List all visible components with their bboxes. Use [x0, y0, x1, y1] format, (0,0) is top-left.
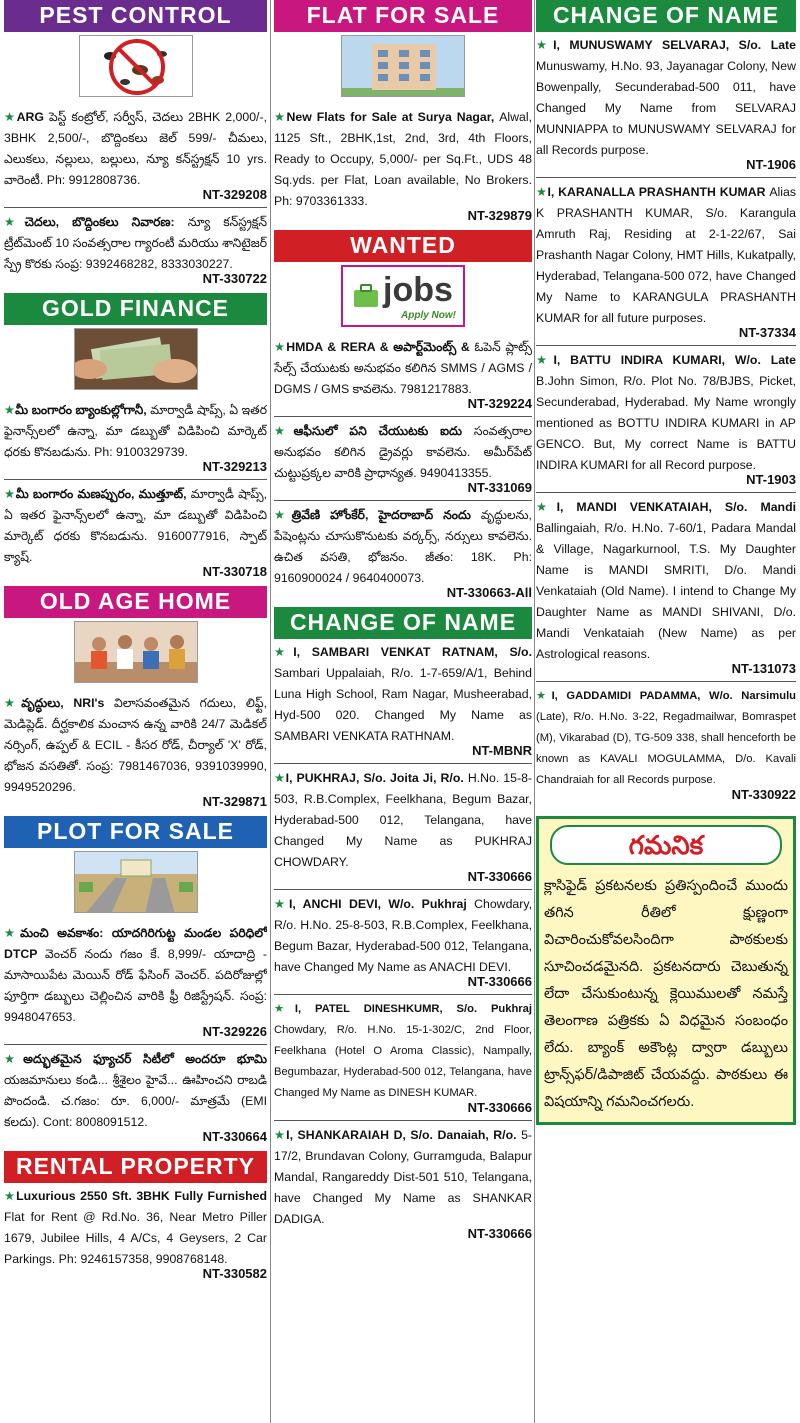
gold-finance-header: GOLD FINANCE	[4, 293, 267, 325]
ad-lead: మీ బంగారం బ్యాంకుల్లోగానీ,	[15, 403, 151, 417]
star-icon: ★	[4, 487, 16, 501]
column-divider	[270, 0, 271, 1423]
divider	[4, 207, 267, 208]
ad-lead: I, SAMBARI VENKAT RATNAM, S/o.	[293, 645, 532, 659]
ad-listing	[274, 642, 532, 760]
ad-code: NT-329208	[202, 187, 267, 202]
ad-lead: New Flats for Sale at Surya Nagar,	[286, 110, 500, 124]
ad-listing	[536, 686, 796, 804]
notice-title: గమనిక	[550, 825, 782, 865]
divider	[4, 1044, 267, 1045]
ad-listing	[4, 212, 267, 288]
star-icon: ★	[274, 897, 289, 911]
ad-listing	[274, 421, 532, 497]
ad-code: NT-330666	[467, 974, 532, 989]
star-icon: ★	[536, 185, 548, 199]
ad-lead: HMDA & RERA & అపార్ట్‌మెంట్స్ &	[286, 340, 475, 354]
ad-text: మార్వాడీ షాప్స్, ఏ ఇతర ఫైనాన్స్‌లలో ఉన్నా, మా డబ్బుతో విడిపించి మార్కెట్ ధరకు కొనబడును. 9160077916, స్పాట్ క్యాష్.	[4, 487, 267, 564]
ad-listing	[4, 923, 267, 1041]
ad-text: 5-17/2, Brundavan Colony, Gurramguda, Balapur Mandal, Rangareddy Dist-501 510, Telangana, have Changed My Name as SHANKAR DADIGA.	[274, 1128, 532, 1226]
ad-code: NT-330666	[467, 869, 532, 884]
ad-code: NT-329226	[202, 1024, 267, 1039]
divider	[536, 681, 796, 682]
flat-for-sale-header: FLAT FOR SALE	[274, 0, 532, 32]
star-icon: ★	[4, 1052, 24, 1066]
ad-listing	[536, 35, 796, 174]
divider	[274, 416, 532, 417]
ad-lead: I, MANDI VENKATAIAH, S/o. Mandi	[556, 500, 796, 514]
ad-code: NT-1906	[746, 157, 796, 172]
ad-lead: ఆఫీసులో పని చేయుటకు ఐదు	[293, 424, 474, 438]
ad-listing	[4, 1049, 267, 1146]
column-2	[274, 0, 532, 1423]
old-age-home-header: OLD AGE HOME	[4, 586, 267, 618]
ad-code: NT-330722	[202, 271, 267, 286]
ad-listing	[274, 768, 532, 886]
ad-text: వెంచర్ నందు గజం కే. 8,999/- యాదాద్రి - మాసాయిపేట మెయిన్ రోడ్ ఫేసింగ్ వెంచర్. పదిరోజుల్లో పూర్తిగా డబ్బులు చెల్లించిన వారికి ఫ్రీ రిజిస్ట్రేషన్. సంప్ర: 9948047653.	[4, 947, 267, 1024]
ad-code: NT-329224	[467, 396, 532, 411]
ad-text: Alias K PRASHANTH KUMAR, S/o. Karangula Amruth Raj, Residing at 2-1-22/67, Sai Prashanth Nagar Colony, HMT Hills, Kukatpally, Hyderabad, Telangana-500 072, have Changed My Name to KARANGULA PRASHANTH KUMAR for all future purposes.	[536, 185, 796, 325]
column-divider	[534, 0, 535, 1423]
ad-listing	[4, 400, 267, 476]
star-icon: ★	[4, 403, 16, 417]
ad-text: Flat for Rent @ Rd.No. 36, Near Metro Piller 1679, Jubilee Hills, 4 A/Cs, 4 Geysers, 2 Car Parkings. Ph: 9246157358, 9908768148.	[4, 1210, 267, 1266]
star-icon: ★	[4, 926, 21, 940]
ad-lead: అద్భుతమైన ఫ్యూచర్ సిటీలో అందరూ భూమి	[23, 1052, 267, 1066]
ad-lead: మంచి అవకాశం: యాదగిరిగుట్ట మండల పరిధిలో DTCP	[4, 926, 267, 961]
ad-code: NT-330582	[202, 1266, 267, 1281]
no-pests-icon	[79, 35, 193, 97]
ad-text: Sambari Uppalaiah, R/o. 1-7-659/A/1, Behind Luna High School, Ram Nagar, Musheerabad, Hyd-500 020. Changed My Name as SAMBARI VENKATA RATHNAM.	[274, 666, 532, 743]
ad-text: Alwal, 1125 Sft., 2BHK,1st, 2nd, 3rd, 4th Floors, Ready to Occupy, 5,000/- per Sq.Ft., UDS 48 Sq.yds. per Flat, Loan available, No Brokers. Ph: 9703361333.	[274, 110, 532, 208]
ad-code: NT-329879	[467, 208, 532, 223]
ad-code: NT-330718	[202, 564, 267, 579]
ad-code: NT-330666	[467, 1226, 532, 1241]
star-icon: ★	[274, 771, 286, 785]
ad-listing	[274, 894, 532, 991]
star-icon: ★	[274, 508, 292, 522]
star-icon: ★	[274, 340, 287, 354]
star-icon: ★	[536, 690, 552, 702]
star-icon: ★	[536, 500, 557, 514]
ad-lead: I, ANCHI DEVI, W/o. Pukhraj	[288, 897, 475, 911]
notice-body: క్లాసిఫైడ్ ప్రకటనలకు ప్రతిస్పందించే ముందు తగిన రీతిలో క్షుణ్ణంగా విచారించుకోవలసిందిగా పాఠకులకు సూచించడమైనది. ప్రకటనదారు చెబుతున్న లేదా చేసుకుంటున్న క్లెయిములతో నమస్తే తెలంగాణ పత్రికకు ఏ విధమైన సంబంధం లేదు. బ్యాంక్ అకౌంట్ల ద్వారా డబ్బులు ట్రాన్స్‌ఫర్/డిపాజిట్ చేయవద్దు. పాఠకులు ఈ విషయాన్ని గమనించగలరు.	[544, 878, 788, 1110]
divider	[274, 763, 532, 764]
ad-text: సంవత్సరాల అనుభవం కలిగిన డ్రైవర్లు కావలెను. అమీర్‌పేట్ చుట్టుప్రక్కల వారికి ప్రాధాన్యత. 9490413355.	[274, 424, 532, 480]
star-icon: ★	[536, 353, 554, 367]
ad-code: NT-331069	[467, 480, 532, 495]
ad-text: B.John Simon, R/o. Plot No. 78/BJBS, Picket, Secunderabad, Hyderabad. My Name wrongly mentioned as BOTTU INDIRA KUMARI in AP GENCO. But, My correct Name is BATTU INDIRA KUMARI for all Record purpose.	[536, 374, 796, 472]
star-icon: ★	[274, 1128, 287, 1142]
ad-lead: I, BATTU INDIRA KUMARI, W/o. Late	[553, 353, 796, 367]
ad-lead: I, MUNUSWAMY SELVARAJ, S/o. Late	[553, 38, 796, 52]
ad-lead: Luxurious 2550 Sft. 3BHK Fully Furnished	[16, 1189, 267, 1203]
column-1	[4, 0, 267, 1423]
ad-code: NT-MBNR	[472, 743, 532, 758]
ad-lead: వృద్ధులు, NRI's	[21, 696, 114, 710]
ad-code: NT-329213	[202, 459, 267, 474]
ad-listing	[4, 1186, 267, 1283]
cash-hands-icon	[74, 328, 198, 390]
ad-lead: ARG	[16, 110, 49, 124]
change-of-name-header: CHANGE OF NAME	[274, 607, 532, 639]
ad-code: NT-330664	[202, 1129, 267, 1144]
ad-code: NT-330666	[467, 1100, 532, 1115]
star-icon: ★	[536, 38, 554, 52]
star-icon: ★	[4, 696, 22, 710]
ad-lead: త్రివేణి హోంకేర్, హైదరాబాద్ నందు	[291, 508, 481, 522]
column-3	[536, 0, 796, 1423]
ad-listing	[274, 1125, 532, 1243]
ad-lead: మీ బంగారం మణప్పురం, ముత్తూట్,	[15, 487, 191, 501]
star-icon: ★	[274, 645, 294, 659]
ad-lead: I, PATEL DINESHKUMR, S/o. Pukhraj	[294, 1003, 532, 1015]
ad-text: మార్వాడీ షాప్స్, ఏ ఇతర ఫైనాన్స్‌లలో ఉన్నా, మా డబ్బుతో విడిపించి మార్కెట్ ధరకు కొనబడును. Ph: 9100329739.	[4, 403, 267, 459]
ad-text: Chowdary, R/o. H.No. 15-1-302/C, 2nd Floor, Feelkhana (Hotel O Aroma Classic), Nampally, Begumbazar, Hyderabad-500 012, Telangana, have Changed My Name as DINESH KUMAR.	[274, 1024, 532, 1099]
divider	[536, 177, 796, 178]
divider	[274, 1120, 532, 1121]
ad-listing	[274, 505, 532, 602]
ad-listing	[274, 999, 532, 1117]
wanted-header: WANTED	[274, 230, 532, 262]
ad-listing	[4, 107, 267, 204]
ad-text: యజమానులు కండి... శ్రీశైలం హైవే... ఊహించని రాబడి పొందండి. చ.గజం: రూ. 6,000/- మాత్రమే (EMI కలదు). Cont: 8008091512.	[4, 1073, 267, 1129]
ad-text: పెస్ట్ కంట్రోల్, సర్వీస్, చెదలు 2BHK 2,000/-, 3BHK 2,500/-, బొద్దింకలు జెల్ 599/- చీమలు, ఎలుకలు, నల్లులు, బల్లులు, న్యూ కన్‌స్ట్రక్షన్ 10 yrs. వారెంటీ. Ph: 9912808736.	[4, 110, 267, 187]
star-icon: ★	[4, 215, 25, 229]
divider	[536, 345, 796, 346]
plot-layout-icon	[74, 851, 198, 913]
jobs-tagline: Apply Now!	[401, 310, 456, 321]
ad-listing	[274, 107, 532, 225]
ad-code: NT-131073	[731, 661, 796, 676]
ad-listing	[536, 182, 796, 342]
ad-text: (Late), R/o. H.No. 3-22, Regadmailwar, Bomraspet (M), Vikarabad (D), TG-509 338, shall henceforth be known as KAVALI MOGULAMMA, D/o. Kavali Chandraiah for all Records purpose.	[536, 711, 796, 786]
pest-control-header: PEST CONTROL	[4, 0, 267, 32]
star-icon: ★	[274, 1003, 295, 1015]
ad-text: వృద్ధులను, పేషెంట్లను చూసుకొనుటకు వర్కర్స్, నర్సులు కావలెను. ఉచిత వసతి, భోజనం. జీతం: 18K. Ph: 9160900024 / 9640400073.	[274, 508, 532, 585]
briefcase-icon	[351, 281, 381, 311]
star-icon: ★	[4, 1189, 17, 1203]
ad-listing	[4, 484, 267, 581]
star-icon: ★	[274, 110, 287, 124]
ad-lead: చెదలు, బొద్దింకలు నివారణ:	[24, 215, 188, 229]
ad-code: NT-330922	[731, 787, 796, 802]
ad-listing	[4, 693, 267, 811]
ad-text: ఓపెన్ ప్లాట్స్ సేల్స్ చేయుటకు అనుభవం కలిగిన SMMS / AGMS / DGMS / GMS కావలెను. 7981217883.	[274, 340, 532, 396]
ad-listing	[536, 497, 796, 678]
plot-for-sale-header: PLOT FOR SALE	[4, 816, 267, 848]
ad-lead: I, SHANKARAIAH D, S/o. Danaiah, R/o.	[286, 1128, 522, 1142]
ad-listing	[536, 350, 796, 489]
ad-listing	[274, 337, 532, 413]
apartment-building-icon	[341, 35, 465, 97]
star-icon: ★	[4, 110, 17, 124]
divider	[274, 500, 532, 501]
ad-text: Chowdary, R/o. H.No. 25-8-503, R.B.Complex, Feelkhana, Begum Bazar, Hyderabad-500 012, Telangana, have Changed My Name as ANACHI DEVI.	[274, 897, 532, 974]
ad-lead: I, KARANALLA PRASHANTH KUMAR	[547, 185, 770, 199]
divider	[536, 492, 796, 493]
ad-text: న్యూ కన్‌స్ట్రక్షన్ ట్రీట్‌మెంట్ 10 సంవత్సరాల గ్యారంటీ మరియు శానిటైజర్ స్ప్రే కొరకు సంప్ర: 9392468282, 8333030227.	[4, 215, 267, 271]
ad-lead: I, GADDAMIDI PADAMMA, W/o. Narsimulu	[551, 690, 796, 702]
ad-code: NT-330663-All	[446, 585, 532, 600]
jobs-logo-text: jobs	[383, 271, 453, 309]
notice-box	[536, 816, 796, 1125]
ad-text: Munuswamy, H.No. 93, Jayanagar Colony, New Bowenpally, Secunderabad-500 011, have Changed My Name from SELVARAJ MUNNIAPPA to MUNUSWAMY SELVARAJ for all Records purpose.	[536, 59, 796, 157]
star-icon: ★	[274, 424, 294, 438]
ad-text: విలాసవంతమైన గదులు, లిఫ్ట్, మెడిప్లెడ్. దీర్ఘకాలిక మంచాన ఉన్న వారికి 24/7 మెడికల్ నర్సింగ్, ఉప్పల్ & ECIL - కీసర రోడ్, చీర్యాల్ 'X' రోడ్, భోజన వసతితో. సంప్ర: 7981467036, 9391039990, 9949520296.	[4, 696, 267, 794]
change-of-name-header: CHANGE OF NAME	[536, 0, 796, 32]
ad-code: NT-329871	[202, 794, 267, 809]
divider	[4, 479, 267, 480]
ad-code: NT-1903	[746, 472, 796, 487]
ad-text: H.No. 15-8-503, R.B.Complex, Feelkhana, Begum Bazar, Hyderabad-500 012, Telangana, have Changed My Name as PUKHRAJ CHOWDARY.	[274, 771, 532, 869]
ad-text: Ballingaiah, R/o. H.No. 7-60/1, Padara Mandal & Village, Nagarkurnool, T.S. My Daughter Name is MANDI SMRITI, D/o. Mandi Venkataiah (Old Name). I intend to Change My Daughter Name as MANDI SHIVANI, D/o. Mandi Venkataiah (New Name) as per Astrological reasons.	[536, 521, 796, 661]
divider	[274, 994, 532, 995]
ad-code: NT-37334	[738, 325, 796, 340]
divider	[274, 889, 532, 890]
rental-property-header: RENTAL PROPERTY	[4, 1151, 267, 1183]
ad-lead: I, PUKHRAJ, S/o. Joita Ji, R/o.	[285, 771, 468, 785]
jobs-logo	[341, 265, 465, 327]
elderly-group-icon	[74, 621, 198, 683]
